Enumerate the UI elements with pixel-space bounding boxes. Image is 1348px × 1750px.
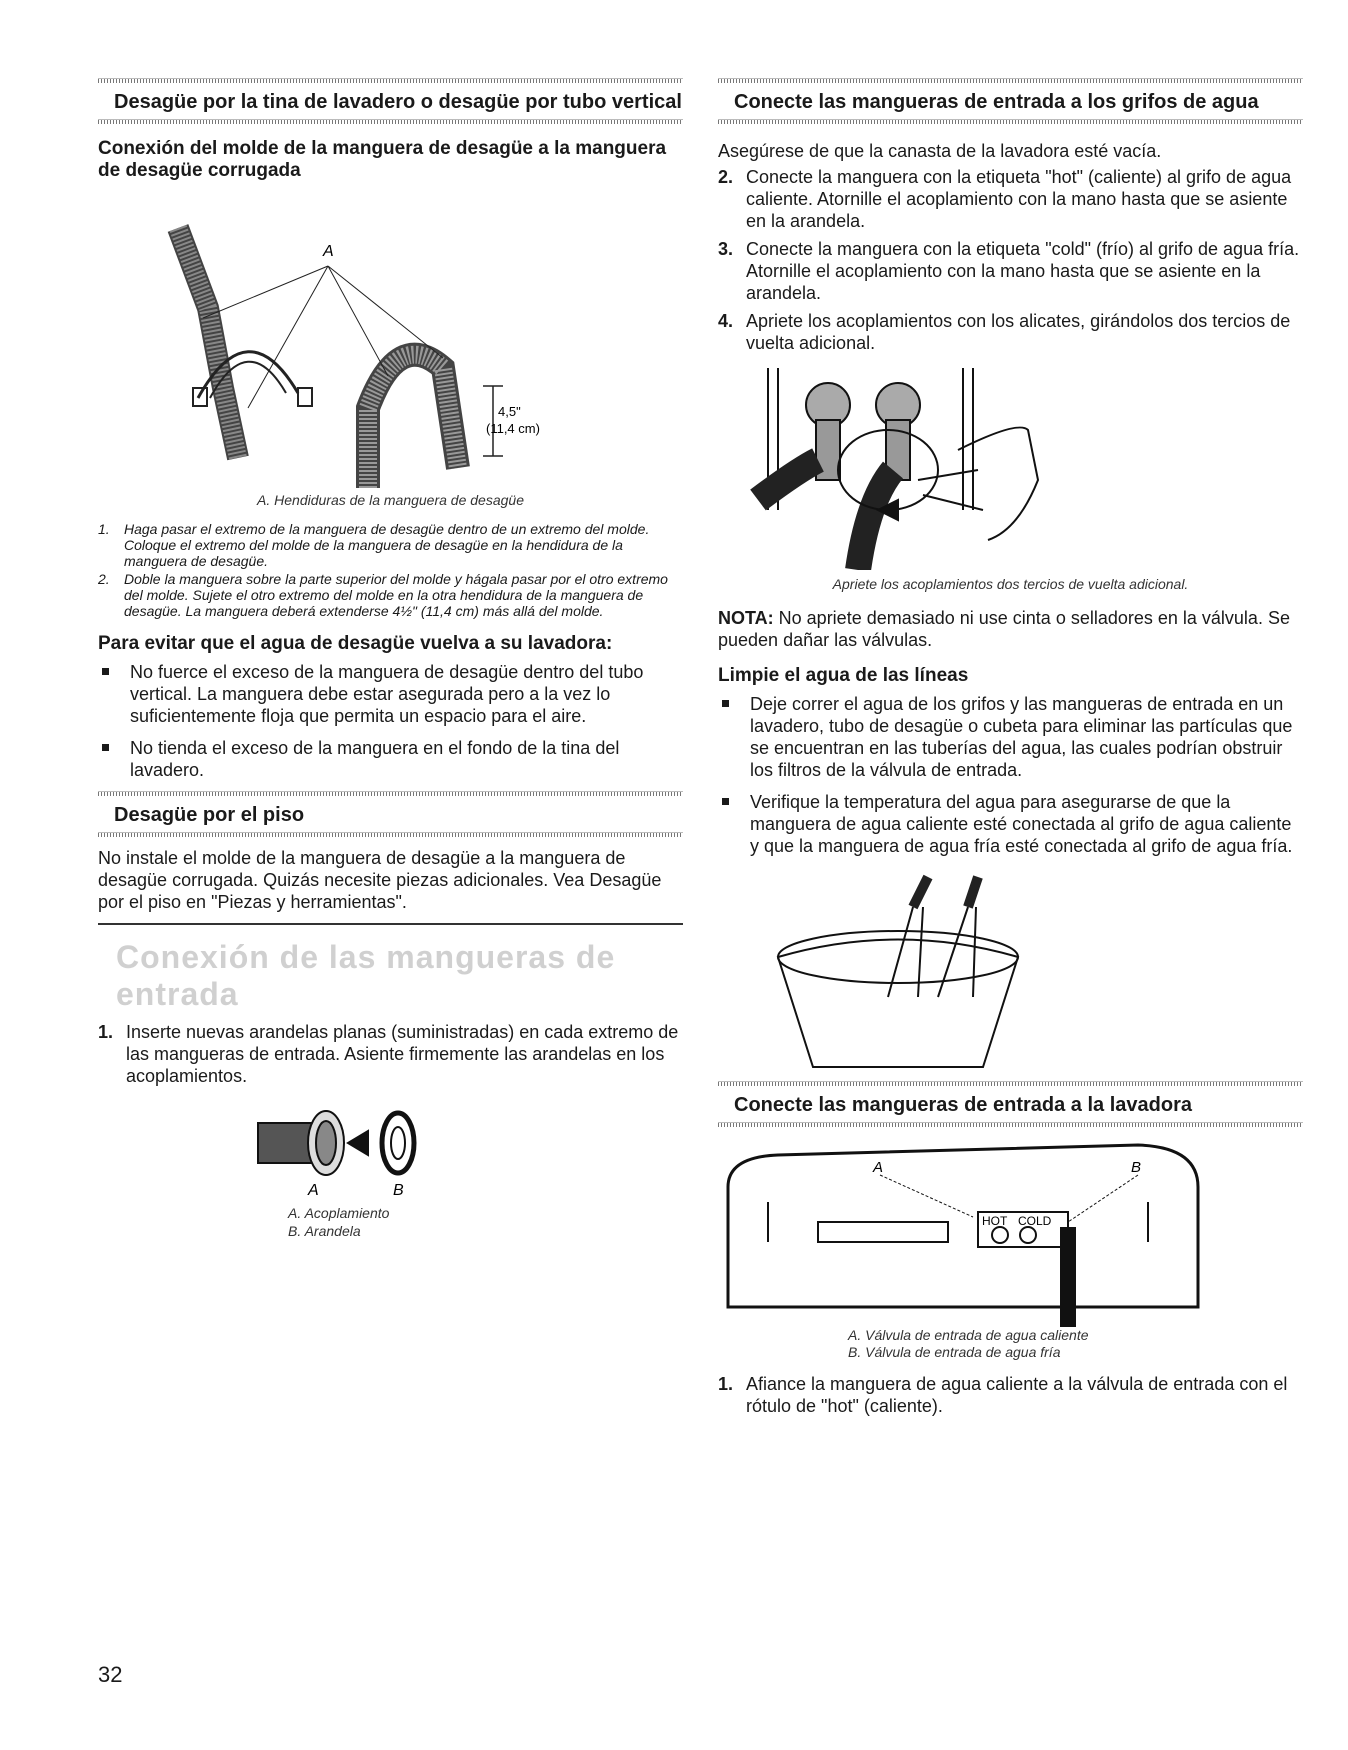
drain-form-steps [98, 521, 683, 619]
label-b: B [393, 1182, 404, 1199]
figure-caption: Apriete los acoplamientos dos tercios de vuelta adicional. [832, 576, 1189, 592]
section-heading: Conecte las mangueras de entrada a la lavadora [734, 1094, 1192, 1116]
section-divider [98, 119, 683, 124]
bullet-list [718, 693, 1303, 857]
coupling-washer-illustration [98, 1093, 683, 1203]
chapter-title: Conexión de las mangueras de entrada [116, 939, 616, 1012]
subheading: Conexión del molde de la manguera de desagüe a la manguera de desagüe corrugada [98, 138, 667, 181]
list-item: 1. Afiance la manguera de agua caliente a la válvula de entrada con el rótulo de "hot" (caliente). [718, 1374, 1288, 1416]
left-column [98, 78, 683, 1243]
caption-a: A. Acoplamiento [288, 1205, 390, 1221]
section-divider [718, 1081, 1303, 1086]
pliers-illustration [718, 360, 1303, 570]
caption-a: A. Válvula de entrada de agua caliente [848, 1327, 1089, 1343]
list-item: 1. Inserte nuevas arandelas planas (suministradas) en cada extremo de las mangueras de entrada. Asiente firmemente las arandelas en los acoplamientos. [98, 1022, 679, 1086]
list-item: Verifique la temperatura del agua para asegurarse de que la manguera de agua caliente esté conectada al grifo de agua caliente y que la manguera de agua fría esté conectada al grifo de agua fría. [718, 791, 1303, 857]
figure-caption: A. Hendiduras de la manguera de desagüe [257, 492, 524, 508]
section-divider [718, 78, 1303, 83]
label-a: A [323, 243, 334, 260]
subheading: Para evitar que el agua de desagüe vuelva a su lavadora: [98, 633, 613, 654]
dimension-cm: (11,4 cm) [486, 421, 540, 436]
horizontal-rule [98, 923, 683, 925]
paragraph: Asegúrese de que la canasta de la lavadora esté vacía. [718, 141, 1162, 161]
cold-label: COLD [1018, 1214, 1052, 1228]
drain-hose-illustration [98, 188, 683, 488]
section-divider [718, 119, 1303, 124]
caption-b: B. Válvula de entrada de agua fría [848, 1344, 1061, 1360]
subheading: Limpie el agua de las líneas [718, 665, 969, 686]
list-item: No fuerce el exceso de la manguera de desagüe dentro del tubo vertical. La manguera debe estar asegurada pero a la vez lo suficientemente floja que permita un espacio para el aire. [98, 661, 683, 727]
list-item: 1. Haga pasar el extremo de la manguera de desagüe dentro de un extremo del molde. Coloque el extremo del molde de la manguera de desagüe en la hendidura de la manguera de desagüe. [98, 521, 650, 569]
bullet-list [98, 661, 683, 781]
list-item: 4. Apriete los acoplamientos con los alicates, girándolos dos tercios de vuelta adicional. [718, 311, 1291, 353]
page-number: 32 [98, 1662, 123, 1687]
caption-b: B. Arandela [288, 1223, 361, 1239]
section-heading: Desagüe por la tina de lavadero o desagüe por tubo vertical [114, 91, 682, 113]
section-heading: Desagüe por el piso [114, 804, 305, 826]
list-item: Deje correr el agua de los grifos y las mangueras de entrada en un lavadero, tubo de desagüe o cubeta para eliminar las partículas que se encuentran en las tuberías del agua, las cuales podrían obstruir los filtros de la válvula de entrada. [718, 693, 1303, 781]
section-divider [98, 832, 683, 837]
list-item: 2. Conecte la manguera con la etiqueta "hot" (caliente) al grifo de agua caliente. Atornille el acoplamiento con la mano hasta que se asiente en la arandela. [718, 167, 1292, 231]
list-item: No tienda el exceso de la manguera en el fondo de la tina del lavadero. [98, 737, 683, 781]
label-a: A [873, 1159, 884, 1176]
coupling-figure [98, 1093, 683, 1243]
label-b: B [1131, 1159, 1142, 1176]
drain-hose-figure [98, 188, 683, 488]
bucket-illustration [718, 867, 1303, 1077]
faucet-steps [718, 166, 1303, 354]
hot-label: HOT [982, 1214, 1008, 1228]
section-divider [98, 791, 683, 796]
note-paragraph: NOTA: No apriete demasiado ni use cinta o selladores en la válvula. Se pueden dañar las válvulas. [718, 608, 1290, 650]
washer-back-illustration [718, 1127, 1303, 1327]
list-item: 2. Doble la manguera sobre la parte superior del molde y hágala pasar por el otro extremo del molde. Sujete el otro extremo del molde en la otra hendidura de la manguera de desagüe. La manguera deberá extenderse 4½" (11,4 cm) más allá del molde. [98, 571, 668, 619]
paragraph: No instale el molde de la manguera de desagüe a la manguera de desagüe corrugada. Quizás necesite piezas adicionales. Vea Desagüe por el piso en "Piezas y herramientas". [98, 848, 662, 912]
label-a: A [308, 1182, 319, 1199]
section-heading: Conecte las mangueras de entrada a los grifos de agua [734, 91, 1259, 113]
list-item: 3. Conecte la manguera con la etiqueta "cold" (frío) al grifo de agua fría. Atornille el acoplamiento con la mano hasta que se asiente en la arandela. [718, 239, 1300, 303]
right-column [718, 78, 1303, 1423]
dimension-inches: 4,5" [498, 404, 521, 419]
inlet-hose-steps [98, 1021, 683, 1087]
section-divider [98, 78, 683, 83]
washer-inlet-steps [718, 1373, 1303, 1417]
